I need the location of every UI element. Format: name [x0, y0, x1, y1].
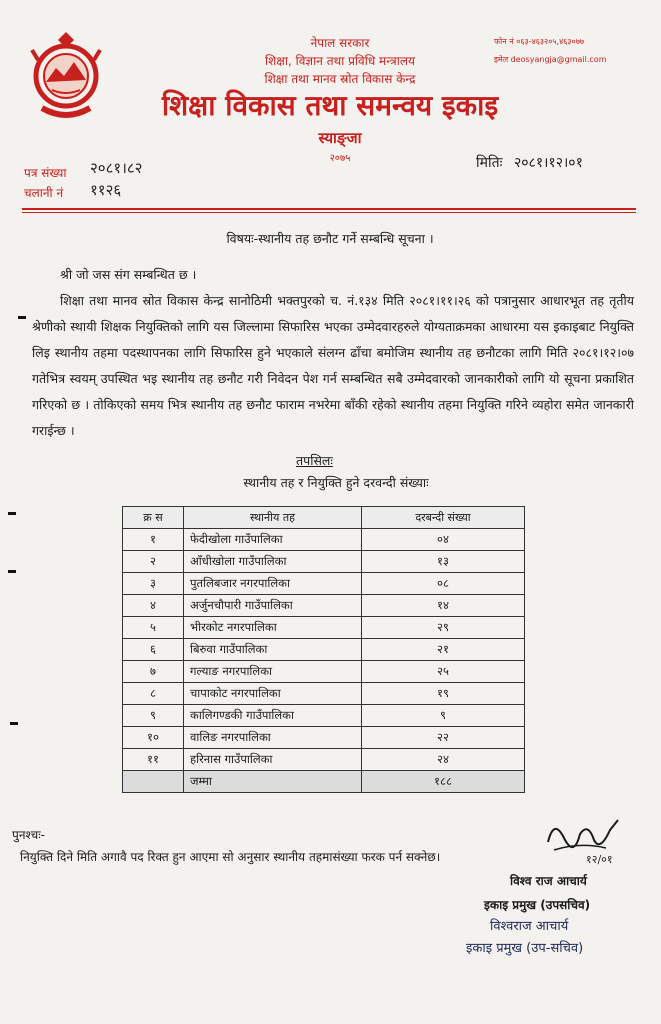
row-post-count: २१ — [362, 639, 525, 661]
signature-date: १२/०१ — [586, 853, 613, 866]
row-post-count: ०८ — [362, 573, 525, 595]
table-row — [123, 661, 525, 683]
table-row — [123, 617, 525, 639]
table-row — [123, 705, 525, 727]
row-serial: ४ — [123, 595, 184, 617]
row-serial: ३ — [123, 573, 184, 595]
stamp-name: विश्वराज आचार्य — [490, 919, 569, 934]
office-title: शिक्षा विकास तथा समन्वय इकाइ — [161, 89, 499, 122]
row-serial: २ — [123, 551, 184, 573]
row-serial: ९ — [123, 705, 184, 727]
row-post-count: २२ — [362, 727, 525, 749]
margin-mark — [8, 570, 16, 573]
table-header-row — [123, 507, 525, 529]
table-row — [123, 727, 525, 749]
table-row — [123, 573, 525, 595]
government-name: नेपाल सरकार — [310, 36, 370, 50]
total-spacer — [123, 771, 184, 793]
dispatch-number-value: ११२६ — [90, 181, 122, 199]
letterhead-divider — [22, 208, 636, 210]
established-year: २०७५ — [329, 153, 351, 164]
date-label: मितिः — [476, 155, 503, 171]
letterhead-divider-thin — [22, 212, 636, 213]
handwritten-signature — [540, 812, 630, 862]
email-address: इमेल deosyangja@gmail.com — [494, 55, 607, 64]
total-value: १८८ — [362, 771, 525, 793]
date-value: २०८१।१२।०१ — [514, 155, 583, 171]
row-local-level: वालिङ नगरपालिका — [184, 727, 362, 749]
notice-subject: विषयः-स्थानीय तह छनौट गर्ने सम्बन्धि सूचना । — [226, 231, 434, 246]
stamp-title: इकाइ प्रमुख (उप-सचिव) — [466, 941, 584, 956]
total-label: जम्मा — [184, 771, 362, 793]
row-local-level: फेदीखोला गाउँपालिका — [184, 529, 362, 551]
row-post-count: ९ — [362, 705, 525, 727]
phone-number: फोन नं ०६३-४६३२०५,४६३०७७ — [494, 37, 585, 46]
letter-number-value: २०८१।८२ — [90, 159, 143, 177]
row-post-count: ०४ — [362, 529, 525, 551]
row-local-level: आँधीखोला गाउँपालिका — [184, 551, 362, 573]
row-post-count: १४ — [362, 595, 525, 617]
row-post-count: २४ — [362, 749, 525, 771]
salutation: श्री जो जस संग सम्बन्धित छ । — [60, 267, 197, 282]
row-local-level: हरिनास गाउँपालिका — [184, 749, 362, 771]
row-serial: १ — [123, 529, 184, 551]
margin-mark — [8, 512, 16, 515]
table-caption: स्थानीय तह र नियुक्ति हुने दरवन्दी संख्याः — [243, 475, 429, 490]
table-row — [123, 595, 525, 617]
table-row — [123, 639, 525, 661]
row-serial: १० — [123, 727, 184, 749]
signatory-name: विश्व राज आचार्य — [510, 874, 587, 888]
row-serial: ६ — [123, 639, 184, 661]
margin-mark — [18, 316, 26, 319]
letter-number-label: पत्र संख्या — [24, 166, 67, 180]
row-local-level: अर्जुनचौपारी गाउँपालिका — [184, 595, 362, 617]
ministry-name: शिक्षा, विज्ञान तथा प्रविधि मन्त्रालय — [265, 54, 415, 68]
notice-body: शिक्षा तथा मानव स्रोत विकास केन्द्र सानोठिमी भक्तपुरको च. नं.१३४ मिति २०८१।११।२६ को पत्रानुसार आधारभूत तह तृतीय श्रेणीको स्थायी शिक्षक नियुक्तिको लागि यस जिल्लामा सिफारिस भएका उम्मेदवारहरुले योग्यताक्रमका आधारमा यस इकाइबाट नियुक्ति लिइ स्थानीय तहमा पदस्थापनका लागि सिफारिस हुने भएकाले संलग्न ढाँचा बमोजिम स्थानीय तह छनौटका लागि मिति २०८१।१२।०७ गतेभित्र स्वयम् उपस्थित भइ स्थानीय तह छनौट गरी निवेदन पेश गर्न सम्बन्धित सबै उम्मेदवारको जानकारीको लागि यो सूचना प्रकाशित गरिएको छ । तोकिएको समय भित्र स्थानीय तह छनौट फाराम नभरेमा बाँकी रहेको स्थानीय तहमा नियुक्ति गरिने व्यहोरा समेत जानकारी गराईन्छ । — [32, 293, 634, 438]
row-local-level: पुतलिबजार नगरपालिका — [184, 573, 362, 595]
signatory-title: इकाइ प्रमुख (उपसचिव) — [484, 898, 591, 912]
row-post-count: २९ — [362, 617, 525, 639]
table-row — [123, 551, 525, 573]
postscript-label: पुनश्चः- — [12, 828, 45, 842]
row-post-count: २५ — [362, 661, 525, 683]
row-post-count: १३ — [362, 551, 525, 573]
center-name: शिक्षा तथा मानव स्रोत विकास केन्द्र — [264, 72, 416, 86]
row-local-level: चापाकोट नगरपालिका — [184, 683, 362, 705]
margin-mark — [10, 722, 18, 725]
government-emblem-logo — [28, 30, 104, 120]
postscript-text: नियुक्ति दिने मिति अगावै पद रिक्त हुन आएमा सो अनुसार स्थानीय तहमासंख्या फरक पर्न सक्नेछ। — [20, 850, 441, 864]
row-local-level: बिरुवा गाउँपालिका — [184, 639, 362, 661]
row-serial: ८ — [123, 683, 184, 705]
header-post-count: दरबन्दी संख्या — [362, 507, 525, 529]
row-serial: ७ — [123, 661, 184, 683]
row-serial: ११ — [123, 749, 184, 771]
row-local-level: गल्याङ नगरपालिका — [184, 661, 362, 683]
table-row — [123, 529, 525, 551]
header-serial: क्र स — [123, 507, 184, 529]
row-serial: ५ — [123, 617, 184, 639]
dispatch-number-label: चलानी नं — [24, 186, 64, 200]
row-post-count: १९ — [362, 683, 525, 705]
quota-table — [122, 506, 525, 793]
schedule-heading: तपसिलः — [296, 453, 333, 468]
header-local-level: स्थानीय तह — [184, 507, 362, 529]
district-name: स्याङ्जा — [318, 129, 362, 147]
row-local-level: कालिगण्डकी गाउँपालिका — [184, 705, 362, 727]
table-row — [123, 683, 525, 705]
table-total-row — [123, 771, 525, 793]
row-local-level: भीरकोट नगरपालिका — [184, 617, 362, 639]
table-row — [123, 749, 525, 771]
